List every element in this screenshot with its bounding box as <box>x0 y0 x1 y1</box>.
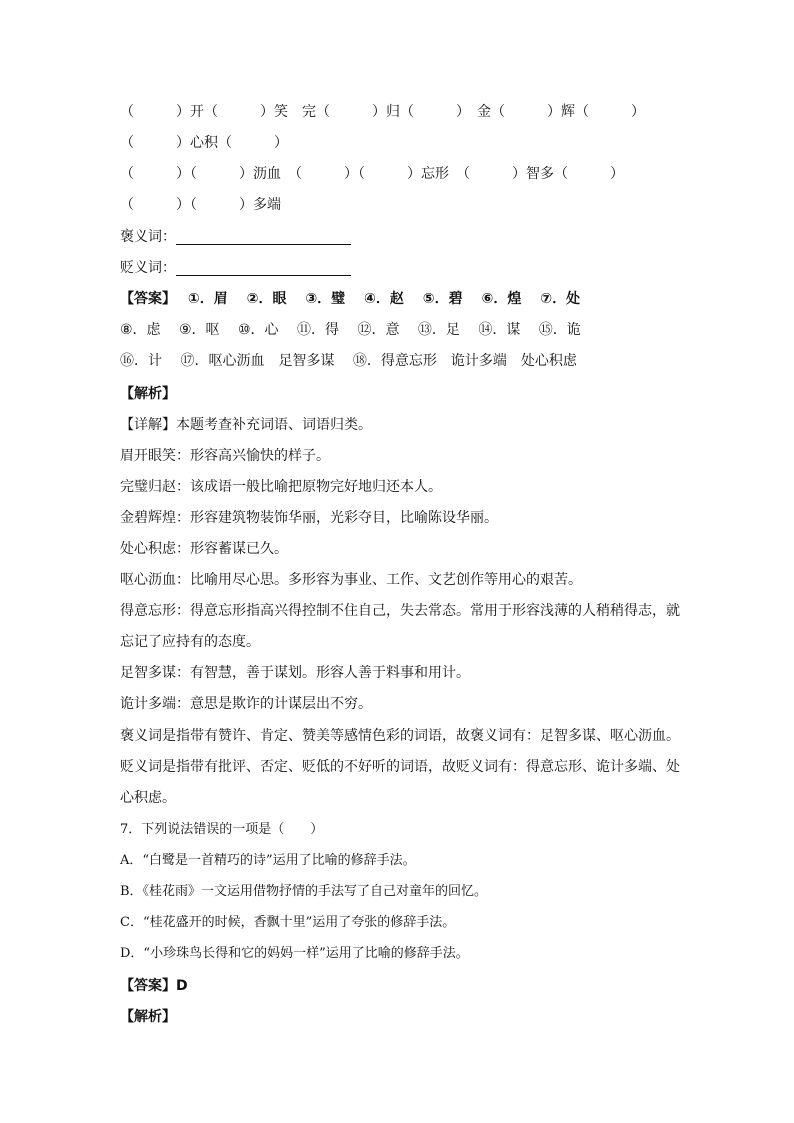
detail-line-11: 褒义词是指带有赞许、肯定、赞美等感情色彩的词语，故褒义词有：足智多谋、呕心沥血。 <box>120 728 680 744</box>
fill-blank-line-4: （ ）（ ）多端 <box>120 197 281 213</box>
answer-line-2: ⑧．虑 ⑨．呕 ⑩．心 ⑪．得 ⑫．意 ⑬．足 ⑭．谋 ⑮．诡 <box>120 322 581 338</box>
option-d: D．“小珍珠鸟长得和它的妈妈一样”运用了比喻的修辞手法。 <box>120 946 469 961</box>
option-b: B．《桂花雨》一文运用借物抒情的手法写了自己对童年的回忆。 <box>120 884 488 899</box>
derogatory-words-row <box>120 258 351 278</box>
option-c: C．“桂花盛开的时候，香飘十里”运用了夸张的修辞手法。 <box>120 915 456 930</box>
praise-words-row <box>120 227 351 247</box>
derogatory-words-answer-line <box>176 259 351 276</box>
detail-line-8: 忘记了应持有的态度。 <box>120 634 260 650</box>
detail-line-5: 处心积虑：形容蓄谋已久。 <box>120 541 288 557</box>
detail-line-3: 完璧归赵：该成语一般比喻把原物完好地归还本人。 <box>120 479 442 495</box>
detail-line-10: 诡计多端：意思是欺诈的计谋层出不穷。 <box>120 696 372 712</box>
analysis-2-heading: 【解析】 <box>120 1009 176 1025</box>
detail-line-13: 心积虑。 <box>120 790 176 806</box>
detail-line-7: 得意忘形：得意忘形指高兴得控制不住自己，失去常态。常用于形容浅薄的人稍稍得志，就 <box>120 603 680 619</box>
answer-line-3: ⑯．计 ⑰．呕心沥血 足智多谋 ⑱．得意忘形 诡计多端 处心积虑 <box>120 353 577 369</box>
detail-line-4: 金碧辉煌：形容建筑物装饰华丽，光彩夺目，比喻陈设华丽。 <box>120 510 498 526</box>
praise-words-answer-line <box>176 228 351 245</box>
detail-line-1: 【详解】本题考查补充词语、词语归类。 <box>120 417 372 433</box>
question-7: 7．下列说法错误的一项是（ ） <box>120 822 324 837</box>
option-a: A．“白鹭是一首精巧的诗”运用了比喻的修辞手法。 <box>120 853 416 868</box>
praise-words-label: 褒义词： <box>120 229 176 245</box>
analysis-heading: 【解析】 <box>120 386 176 402</box>
answer-line-1: 【答案】 ①．眉 ②．眼 ③．璧 ④．赵 ⑤．碧 ⑥．煌 ⑦．处 <box>120 291 581 307</box>
fill-blank-line-3: （ ）（ ）沥血 （ ）（ ）忘形 （ ）智多（ ） <box>120 166 624 182</box>
answer-2: 【答案】D <box>120 978 188 994</box>
fill-blank-line-1: （ ）开（ ）笑 完（ ）归（ ） 金（ ）辉（ ） <box>120 104 645 120</box>
detail-line-12: 贬义词是指带有批评、否定、贬低的不好听的词语，故贬义词有：得意忘形、诡计多端、处 <box>120 759 680 775</box>
detail-line-6: 呕心沥血：比喻用尽心思。多形容为事业、工作、文艺创作等用心的艰苦。 <box>120 572 582 588</box>
fill-blank-line-2: （ ）心积（ ） <box>120 135 288 151</box>
detail-line-9: 足智多谋：有智慧，善于谋划。形容人善于料事和用计。 <box>120 665 470 681</box>
derogatory-words-label: 贬义词： <box>120 260 176 276</box>
detail-line-2: 眉开眼笑：形容高兴愉快的样子。 <box>120 448 330 464</box>
